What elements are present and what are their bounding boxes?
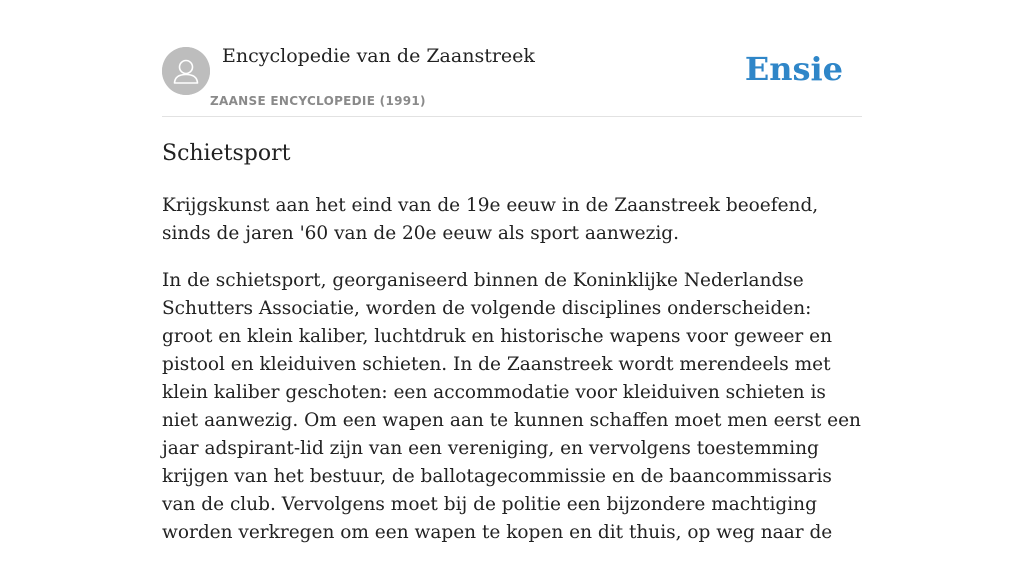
source-header [162, 0, 862, 117]
source-subtitle[interactable]: ZAANSE ENCYCLOPEDIE (1991) [210, 94, 426, 108]
entry-paragraph: In de schietsport, georganiseerd binnen de Koninklijke Nederlandse Schutters Associatie, worden de volgende disciplines onderscheiden: groot en klein kaliber, luchtdruk en historische wapens voor geweer en pistool en kleiduiven schieten. In de Zaanstreek wordt merendeels met klein kaliber geschoten: een accommodatie voor kleiduiven schieten is niet aanwezig. Om een wapen aan te kunnen schaffen moet men eerst een jaar adspirant-lid zijn van een vereniging, en vervolgens toestemming krijgen van het bestuur, de ballotagecommissie en de baancommissaris van de club. Vervolgens moet bij de politie een bijzondere machtiging worden verkregen om een wapen te kopen en dit thuis, op weg naar de [162, 270, 861, 543]
source-title[interactable]: Encyclopedie van de Zaanstreek [222, 45, 535, 67]
entry-body [162, 192, 862, 566]
user-avatar-icon[interactable] [162, 47, 210, 95]
entry-paragraph: Krijgskunst aan het eind van de 19e eeuw in de Zaanstreek beoefend, sinds de jaren '60 van de 20e eeuw als sport aanwezig. [162, 195, 819, 244]
entry-title: Schietsport [162, 141, 291, 166]
brand-logo[interactable]: Ensie [744, 50, 843, 88]
article-container [162, 0, 862, 543]
